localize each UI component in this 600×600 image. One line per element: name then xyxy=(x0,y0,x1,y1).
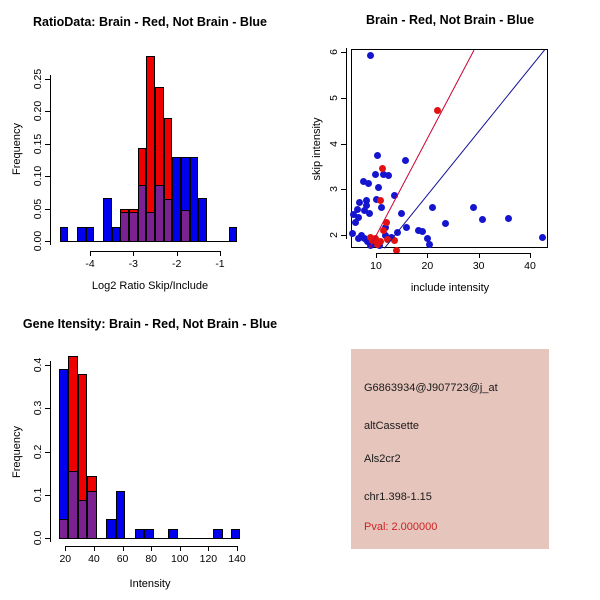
x-tick xyxy=(65,546,66,551)
bar-segment-blue xyxy=(181,157,190,211)
data-point-blue xyxy=(375,184,382,191)
x-tick xyxy=(180,546,181,551)
y-tick xyxy=(45,538,50,539)
chromosome-location-text: chr1.398-1.15 xyxy=(364,491,432,503)
bar-segment-overlap xyxy=(87,491,96,540)
bar-segment-red xyxy=(87,476,96,492)
x-tick-label: 80 xyxy=(145,552,157,565)
y-tick xyxy=(45,408,50,409)
y-tick xyxy=(45,452,50,453)
bar-segment-blue xyxy=(172,157,181,242)
y-tick-label: 2 xyxy=(327,232,340,238)
y-tick xyxy=(341,235,346,236)
bar-segment-blue xyxy=(231,529,240,540)
x-tick-label: 30 xyxy=(472,259,485,272)
y-axis xyxy=(50,361,51,542)
x-tick-label: 60 xyxy=(116,552,129,565)
x-tick xyxy=(177,251,178,256)
bar-segment-blue xyxy=(60,227,69,242)
x-tick-label: 20 xyxy=(59,552,72,565)
bar-segment-blue xyxy=(213,529,222,540)
bar-segment-blue xyxy=(168,529,177,540)
x-axis xyxy=(376,253,530,254)
x-tick-label: 40 xyxy=(88,552,100,565)
x-tick xyxy=(90,251,91,256)
bar-segment-red xyxy=(120,209,129,214)
bar-segment-blue xyxy=(229,227,238,242)
y-tick xyxy=(341,98,346,99)
bar-segment-red xyxy=(146,56,155,214)
y-tick xyxy=(45,495,50,496)
bar-segment-overlap xyxy=(155,185,164,242)
x-tick xyxy=(208,546,209,551)
x-tick-label: -4 xyxy=(85,257,95,270)
y-tick xyxy=(341,144,346,145)
y-tick-label: 3 xyxy=(327,186,340,193)
x-tick xyxy=(376,253,377,258)
y-tick xyxy=(45,241,50,242)
y-tick xyxy=(45,79,50,80)
y-tick-label: 0.0 xyxy=(32,530,44,546)
y-tick-label: 0.25 xyxy=(32,68,44,90)
x-tick xyxy=(123,546,124,551)
x-tick xyxy=(530,253,531,258)
y-tick-label: 0.00 xyxy=(32,230,44,252)
ratio-hist-title: RatioData: Brain - Red, Not Brain - Blue xyxy=(32,15,268,29)
gene-hist-xlabel: Intensity xyxy=(129,578,171,590)
bar-segment-overlap xyxy=(120,212,129,242)
y-tick-label: 6 xyxy=(327,49,340,56)
data-point-blue xyxy=(429,204,436,211)
bar-segment-blue xyxy=(198,198,207,242)
bar-segment-red xyxy=(129,209,138,214)
pvalue-text: Pval: 2.000000 xyxy=(364,521,438,533)
bar-segment-overlap xyxy=(146,212,155,242)
bar-segment-red xyxy=(68,356,77,472)
bar-segment-overlap xyxy=(164,199,173,242)
bar-segment-blue xyxy=(112,227,121,242)
x-tick-label: 40 xyxy=(524,259,536,272)
y-tick xyxy=(45,176,50,177)
splice-type-text: altCassette xyxy=(364,420,420,432)
gene-info-panel xyxy=(351,349,549,549)
bar-segment-red xyxy=(155,87,164,186)
x-axis xyxy=(90,251,220,252)
probe-id-text: G6863934@J907723@j_at xyxy=(364,382,498,394)
y-tick-label: 0.1 xyxy=(32,487,44,503)
x-tick xyxy=(479,253,480,258)
bar-segment-overlap xyxy=(59,519,69,539)
scatter-xlabel: include intensity xyxy=(410,282,490,294)
y-tick-label: 0.3 xyxy=(32,401,44,416)
y-tick-label: 0.2 xyxy=(32,444,44,459)
bar-segment-blue xyxy=(106,519,115,539)
bar-segment-overlap xyxy=(129,212,138,242)
y-tick-label: 0.4 xyxy=(32,357,44,373)
x-tick-label: 10 xyxy=(370,259,382,272)
bar-segment-red xyxy=(78,374,88,501)
y-tick xyxy=(45,111,50,112)
data-point-blue xyxy=(539,234,546,241)
gene-name-text: Als2cr2 xyxy=(364,453,401,465)
x-tick-label: 20 xyxy=(421,259,434,272)
data-point-blue xyxy=(419,228,426,235)
scatter-title: Brain - Red, Not Brain - Blue xyxy=(365,13,535,27)
ratio-hist-ylabel: Frequency xyxy=(11,123,23,175)
y-tick xyxy=(341,189,346,190)
bar-segment-blue xyxy=(116,491,126,540)
x-tick xyxy=(151,546,152,551)
bar-segment-blue xyxy=(103,198,112,242)
bar-segment-blue xyxy=(77,227,86,242)
bar-segment-red xyxy=(138,148,147,185)
x-tick-label: 120 xyxy=(199,552,218,565)
y-tick-label: 5 xyxy=(327,94,340,101)
x-tick xyxy=(237,546,238,551)
data-point-blue xyxy=(398,210,405,217)
x-tick-label: -2 xyxy=(171,257,182,270)
y-tick xyxy=(45,365,50,366)
bar-segment-overlap xyxy=(68,471,77,539)
bar-segment-red xyxy=(164,118,173,200)
bar-segment-blue xyxy=(59,369,69,519)
x-tick-label: 100 xyxy=(171,552,189,565)
data-point-blue xyxy=(442,220,449,227)
bar-segment-blue xyxy=(190,157,199,242)
data-point-blue xyxy=(385,172,392,179)
bar-segment-overlap xyxy=(138,185,147,242)
y-tick xyxy=(341,52,346,53)
gene-hist-ylabel: Frequency xyxy=(11,426,23,478)
x-tick xyxy=(427,253,428,258)
y-tick xyxy=(45,144,50,145)
x-tick xyxy=(220,251,221,256)
y-tick xyxy=(45,209,50,210)
data-point-red xyxy=(380,227,387,234)
bar-segment-blue xyxy=(144,529,153,540)
x-tick-label: -1 xyxy=(215,257,225,270)
data-point-blue xyxy=(367,52,374,59)
y-tick-label: 0.10 xyxy=(32,165,44,187)
scatter-ylabel: skip intensity xyxy=(311,117,323,181)
y-axis xyxy=(346,48,347,239)
x-tick-label: 140 xyxy=(228,552,246,565)
bar-segment-blue xyxy=(135,529,145,540)
bar-segment-overlap xyxy=(78,500,88,539)
y-tick-label: 0.15 xyxy=(32,133,44,155)
y-tick-label: 4 xyxy=(327,140,340,147)
data-point-blue xyxy=(426,241,433,248)
y-tick-label: 0.05 xyxy=(32,198,44,219)
bar-segment-blue xyxy=(86,227,95,242)
x-tick xyxy=(133,251,134,256)
x-tick xyxy=(94,546,95,551)
y-tick-label: 0.20 xyxy=(32,101,44,122)
y-axis xyxy=(50,75,51,245)
bar-segment-overlap xyxy=(181,210,190,242)
x-tick-label: -3 xyxy=(128,257,138,270)
data-point-red xyxy=(379,165,386,172)
gene-hist-title: Gene Itensity: Brain - Red, Not Brain - Blue xyxy=(22,317,278,331)
ratio-hist-xlabel: Log2 Ratio Skip/Include xyxy=(91,280,209,292)
